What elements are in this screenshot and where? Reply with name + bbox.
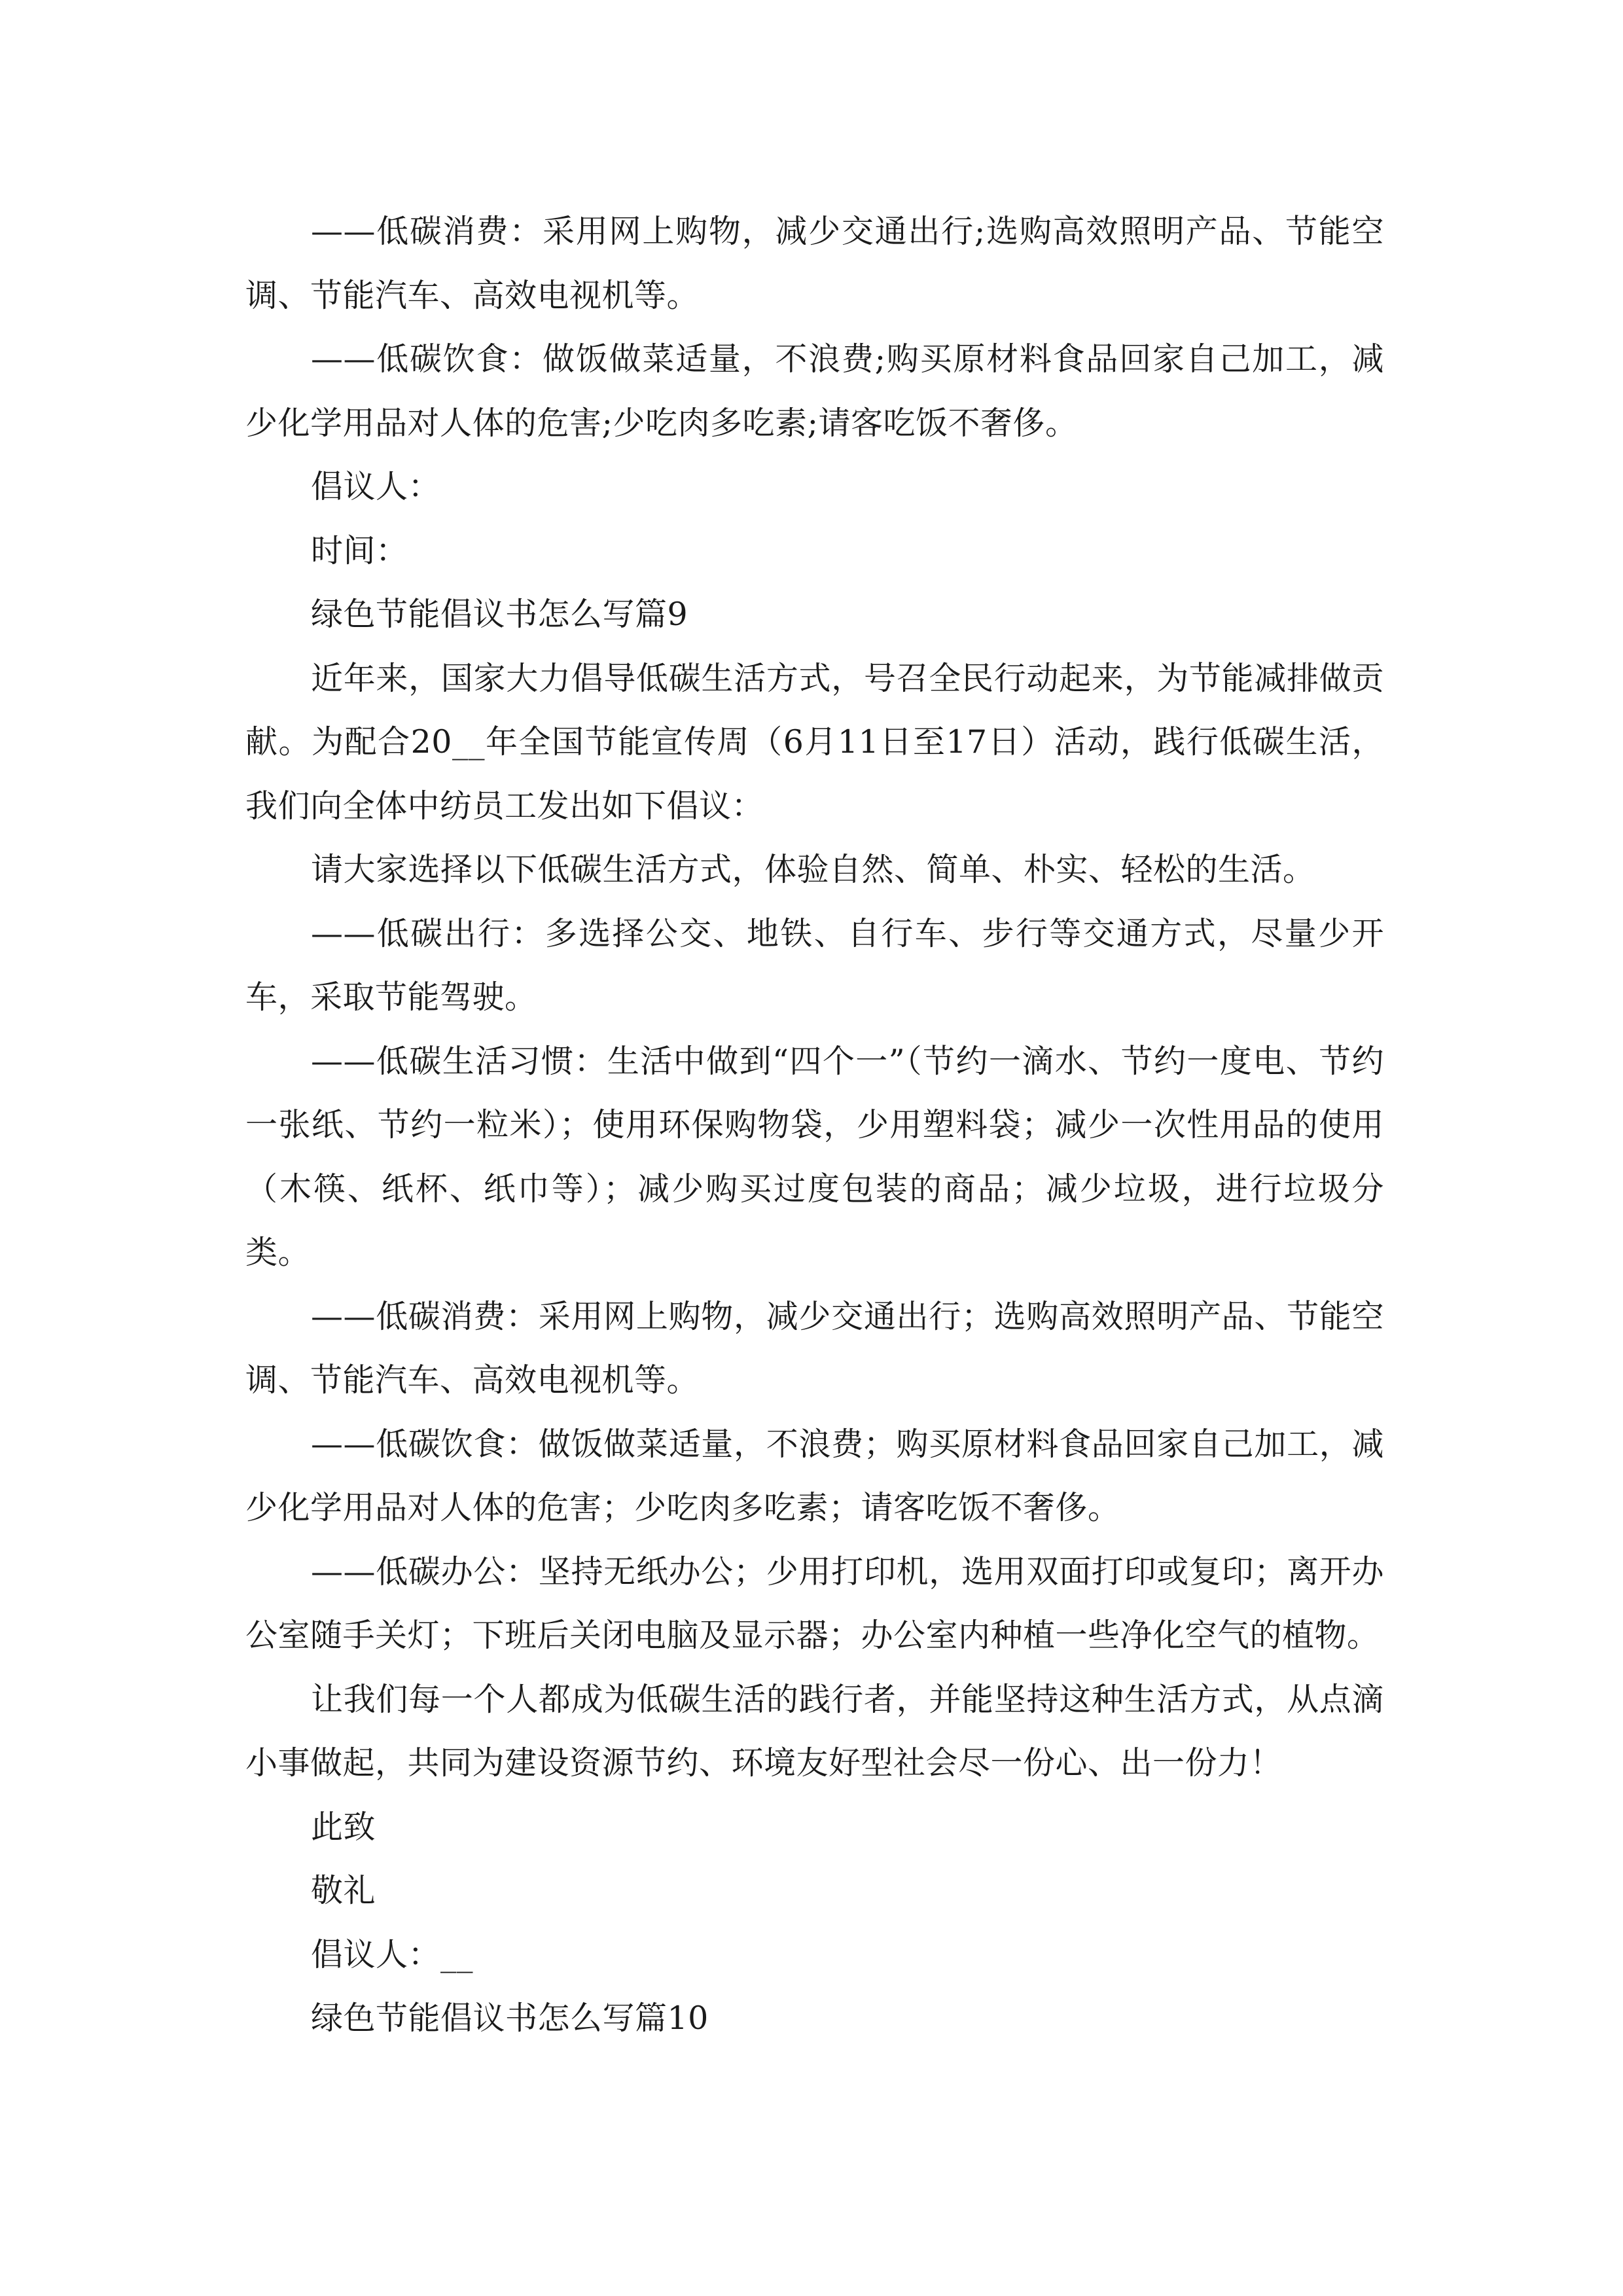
section-heading-10: 绿色节能倡议书怎么写篇10 [311,2000,709,2037]
date-label: 时间： [311,531,408,569]
section-heading-9: 绿色节能倡议书怎么写篇9 [311,596,688,633]
initiator-signature: 倡议人：__ [311,1935,474,1973]
paragraph-low-carbon-diet-2: ——低碳饮食：做饭做菜适量，不浪费；购买原材料食品回家自己加工，减少化学用品对人体的危害；少吃肉多吃素；请客吃饭不奢侈。 [245,1425,1384,1526]
salutation-jingli: 敬礼 [311,1872,376,1909]
salutation-cizhi: 此致 [311,1808,376,1846]
paragraph-closing-appeal: 让我们每一个人都成为低碳生活的践行者，并能坚持这种生活方式，从点滴小事做起，共同为建设资源节约、环境友好型社会尽一份心、出一份力！ [245,1680,1384,1782]
initiator-label: 倡议人： [311,468,441,505]
paragraph-low-carbon-diet: ——低碳饮食：做饭做菜适量，不浪费;购买原材料食品回家自己加工，减少化学用品对人体的危害;少吃肉多吃素;请客吃饭不奢侈。 [245,340,1384,442]
paragraph-low-carbon-consumption: ——低碳消费：采用网上购物，减少交通出行;选购高效照明产品、节能空调、节能汽车、高效电视机等。 [245,213,1384,314]
paragraph-low-carbon-office: ——低碳办公：坚持无纸办公；少用打印机，选用双面打印或复印；离开办公室随手关灯；下班后关闭电脑及显示器；办公室内种植一些净化空气的植物。 [245,1552,1384,1654]
paragraph-low-carbon-consumption-2: ——低碳消费：采用网上购物，减少交通出行；选购高效照明产品、节能空调、节能汽车、高效电视机等。 [245,1297,1384,1399]
paragraph-low-carbon-habits: ——低碳生活习惯：生活中做到“四个一”（节约一滴水、节约一度电、节约一张纸、节约一粒米）；使用环保购物袋，少用塑料袋；减少一次性用品的使用（木筷、纸杯、纸巾等）；减少购买过度包装的商品；减少垃圾，进行垃圾分类。 [245,1042,1384,1271]
document-body [245,200,1384,2051]
paragraph-low-carbon-travel: ——低碳出行：多选择公交、地铁、自行车、步行等交通方式，尽量少开车，采取节能驾驶。 [245,914,1384,1016]
paragraph-choose-lifestyle: 请大家选择以下低碳生活方式，体验自然、简单、朴实、轻松的生活。 [311,851,1315,888]
paragraph-intro: 近年来，国家大力倡导低碳生活方式，号召全民行动起来，为节能减排做贡献。为配合20__年全国节能宣传周（6月11日至17日）活动，践行低碳生活，我们向全体中纺员工发出如下倡议： [245,659,1384,825]
